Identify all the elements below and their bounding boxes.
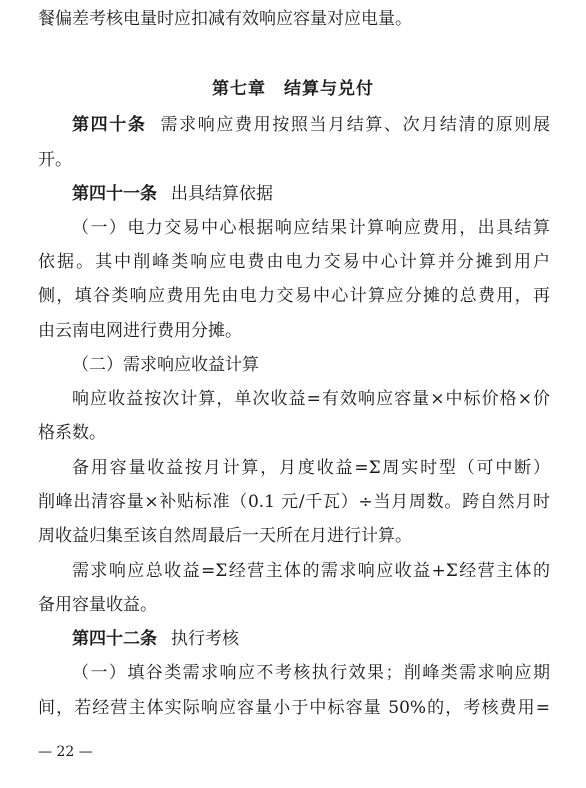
page-number: — 22 — xyxy=(38,744,93,760)
paragraph-line: 由云南电网进行费用分摊。 xyxy=(38,321,242,341)
paragraph-line: 开。 xyxy=(38,150,72,170)
paragraph-line: 需求响应总收益=Σ经营主体的需求响应收益+Σ经营主体的 xyxy=(72,561,550,581)
paragraph-line: 备用容量收益。 xyxy=(38,595,157,615)
article-number: 第四十一条 xyxy=(72,184,157,204)
article-text: 出具结算依据 xyxy=(171,184,273,204)
subsection-heading: （二）需求响应收益计算 xyxy=(72,355,259,375)
paragraph-line: 备用容量收益按月计算，月度收益=Σ周实时型（可中断） xyxy=(72,458,550,478)
paragraph-line: 餐偏差考核电量时应扣减有效响应容量对应电量。 xyxy=(38,9,412,29)
paragraph-line: 间，若经营主体实际响应容量小于中标容量 50%的，考核费用= xyxy=(38,698,550,718)
paragraph-line: 响应收益按次计算，单次收益=有效响应容量×中标价格×价 xyxy=(72,389,550,409)
paragraph-line: 削峰出清容量×补贴标准（0.1 元/千瓦）÷当月周数。跨自然月时 xyxy=(38,492,550,512)
paragraph-line: （一）电力交易中心根据响应结果计算响应费用，出具结算 xyxy=(72,218,550,238)
paragraph-line: 侧，填谷类响应费用先由电力交易中心计算应分摊的总费用，再 xyxy=(38,286,550,306)
chapter-heading: 第七章 结算与兑付 xyxy=(212,79,374,99)
paragraph-line: （一）填谷类需求响应不考核执行效果；削峰类需求响应期 xyxy=(72,663,550,683)
article-line xyxy=(72,114,550,136)
article-text: 执行考核 xyxy=(171,629,239,649)
article-number: 第四十二条 xyxy=(72,629,157,649)
article-line xyxy=(72,628,550,650)
article-number: 第四十条 xyxy=(72,115,147,135)
paragraph-line: 周收益归集至该自然周最后一天所在月进行计算。 xyxy=(38,526,412,546)
paragraph-line: 格系数。 xyxy=(38,423,106,443)
paragraph-line: 依据。其中削峰类响应电费由电力交易中心计算并分摊到用户 xyxy=(38,252,550,272)
article-text: 需求响应费用按照当月结算、次月结清的原则展 xyxy=(160,115,550,135)
article-line xyxy=(72,183,550,205)
